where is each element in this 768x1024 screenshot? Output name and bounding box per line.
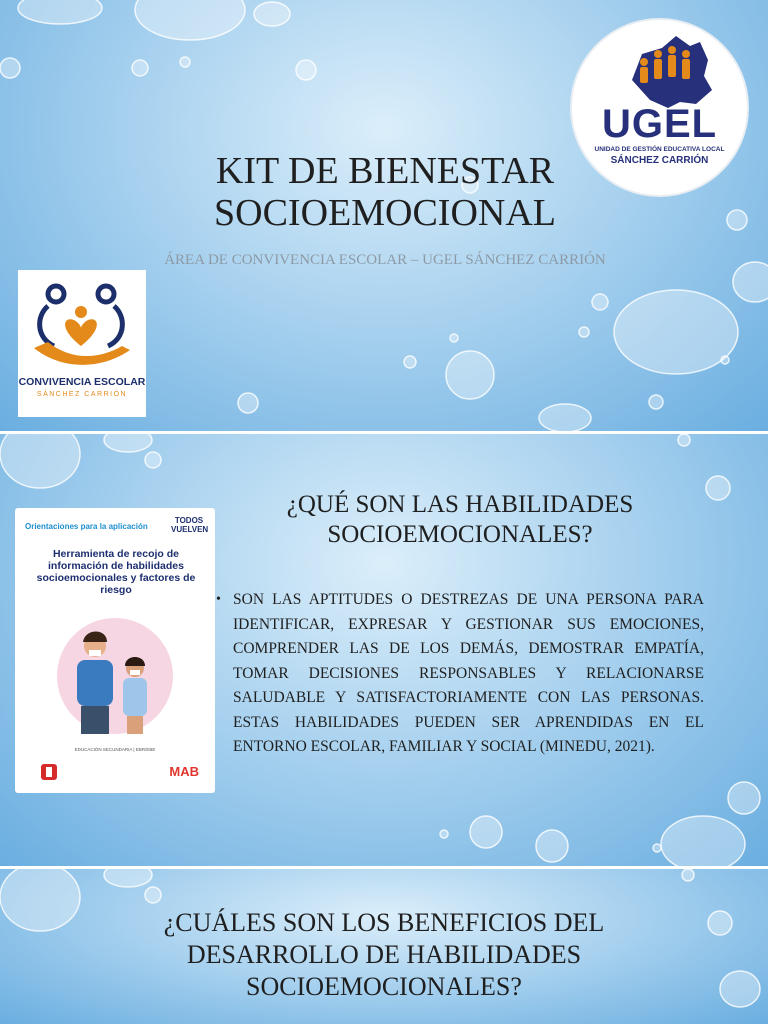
cover-title: Herramienta de recojo de información de habilidades socioemocionales y factores de riesgo — [36, 548, 196, 596]
cover-badge: TODOS VUELVEN — [171, 516, 209, 534]
definition-bullet — [218, 588, 704, 760]
convivencia-escolar-logo — [18, 270, 146, 417]
cover-footer: EDUCACIÓN SECUNDARIA | EBR/EBE — [74, 747, 156, 752]
slide-1-subtitle: ÁREA DE CONVIVENCIA ESCOLAR – UGEL SÁNCHEZ CARRIÓN — [164, 252, 606, 268]
definition-text: SON LAS APTITUDES O DESTREZAS DE UNA PERSONA PARA IDENTIFICAR, EXPRESAR Y GESTIONAR SUS EMOCIONES, COMPRENDER LAS DE LOS DEMÁS, DEMOSTRAR EMPATÍA, TOMAR DECISIONES RESPONSABLES Y RELACIONARSE SALUDABLE Y SATISFACTORIAMENTE CON LAS PERSONAS. ESTAS HABILIDADES PUEDEN SER APRENDIDAS EN EL ENTORNO ESCOLAR, FAMILIAR Y SOCIAL (MINEDU, 2021). — [233, 591, 704, 755]
map-people-icon — [572, 20, 747, 110]
slide-3-title: ¿CUÁLES SON LOS BENEFICIOS DEL DESARROLLO DE HABILIDADES SOCIOEMOCIONALES? — [163, 908, 605, 1001]
slide-2 — [0, 434, 768, 866]
slide-2-title: ¿QUÉ SON LAS HABILIDADES SOCIOEMOCIONALES? — [286, 491, 634, 548]
people-heart-hand-icon — [18, 276, 146, 376]
peru-coat-of-arms-icon — [39, 762, 59, 782]
cover-header: Orientaciones para la aplicación — [25, 522, 148, 531]
guide-cover-image — [15, 508, 215, 793]
ugel-wordmark: UGEL — [601, 102, 718, 146]
ugel-logo-line1: UNIDAD DE GESTIÓN EDUCATIVA LOCAL — [594, 146, 725, 153]
slide-3 — [0, 869, 768, 1024]
ugel-logo-line2: SÁNCHEZ CARRIÓN — [610, 155, 709, 166]
ugel-logo — [572, 20, 747, 195]
slide-1-title: KIT DE BIENESTAR SOCIOEMOCIONAL — [214, 150, 556, 234]
convivencia-logo-line2: SÁNCHEZ CARRIÓN — [36, 391, 128, 398]
bullet-dot-icon: • — [216, 592, 221, 607]
illustration-mother-child — [15, 604, 215, 744]
convivencia-logo-line1: CONVIVENCIA ESCOLAR — [18, 376, 146, 388]
slide-1 — [0, 0, 768, 431]
cover-brand: MAB — [169, 764, 199, 779]
